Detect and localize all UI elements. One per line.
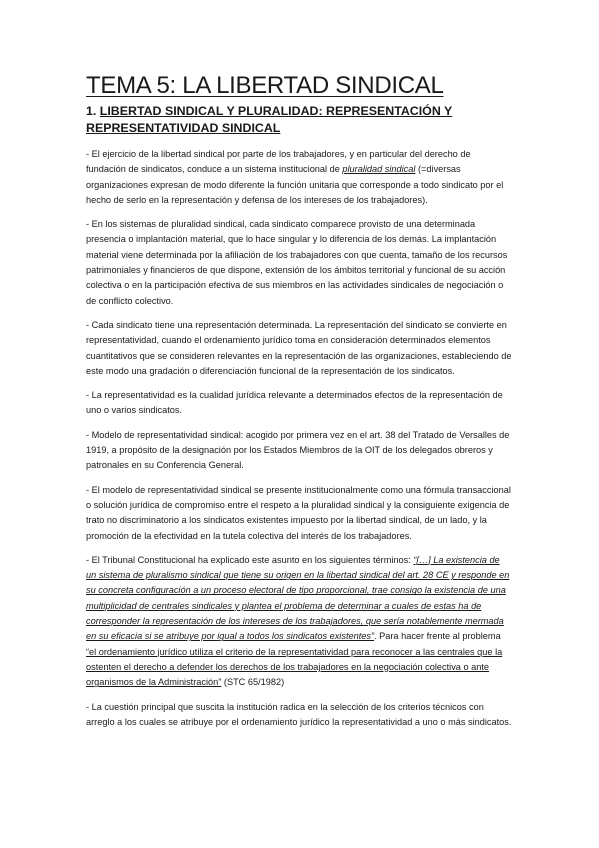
p2-text: - En los sistemas de pluralidad sindical, cada sindicato comparece provisto de una determinada presencia o implantación material, que lo hace singular y lo diferencia de los demás. La implantación material viene determinada por la afiliación de los trabajadores con que cuenta, tamaño de los recursos patrimoniales y financieros de que dispone, extensión de los ámbitos territorial y funcional de su acción colectiva o en la participación efectiva de sus miembros en las actividades sindicales de negociación o de conflicto colectivo. <box>86 219 508 306</box>
p1-text-a: - El ejercicio de la libertad sindical por parte de los trabajadores, y en particular del derecho de fundación de sindicatos, conduce a un sistema institucional de <box>86 149 471 175</box>
p7-quote: “[…] La existencia de un sistema de pluralismo sindical que tiene su origen en la libertad sindical del art. 28 CE y responde en su concreta configuración a un proceso electoral de tipo proporcional, trae consigo la existencia de una multiplicidad de centrales sindicales y plantea el problema de determinar a cuales de estas ha de corresponder la representación de los intereses de los trabajadores, que sería notablemente mermada en su eficacia si se atribuye por igual a todos los sindicatos existentes” <box>86 554 510 642</box>
p7-text-b: . Para hacer frente al problema <box>374 631 501 642</box>
paragraph-7 <box>86 553 512 691</box>
page-title <box>86 72 512 100</box>
section-heading <box>86 103 512 137</box>
paragraph-6 <box>86 483 512 544</box>
p1-text-b: (=diversas organizaciones expresan de modo diferente la función unitaria que corresponde a todo sindicato por el hecho de serlo en la representación y defensa de los intereses de los trabajadores). <box>86 164 504 205</box>
p7-text-a: - El Tribunal Constitucional ha explicado este asunto en los siguientes términos: <box>86 554 414 565</box>
section-number: 1. <box>86 104 100 118</box>
p3-text: - Cada sindicato tiene una representación determinada. La representación del sindicato se convierte en representatividad, cuando el ordenamiento jurídico toma en consideración determinados elementos cuantitativos que se consideren relevantes en la representación de las organizaciones, estableciendo de este modo una gradación o diferenciación funcional de la representación de los sindicatos. <box>86 319 512 376</box>
paragraph-8 <box>86 700 512 731</box>
section-title: LIBERTAD SINDICAL Y PLURALIDAD: REPRESENTACIÓN Y REPRESENTATIVIDAD SINDICAL <box>86 104 453 135</box>
p7-quote-2: “el ordenamiento jurídico utiliza el criterio de la representatividad para reconocer a las centrales que la ostenten el derecho a defender los derechos de los trabajadores en la negociación colectiva o ante organismos de la Administración” <box>86 646 503 688</box>
p8-text: - La cuestión principal que suscita la institución radica en la selección de los criterios técnicos con arreglo a los cuales se atribuye por el ordenamiento jurídico la representatividad a uno o más sindicatos. <box>86 701 512 727</box>
paragraph-5 <box>86 428 512 474</box>
p4-text: - La representatividad es la cualidad jurídica relevante a determinados efectos de la representación de uno o varios sindicatos. <box>86 390 503 416</box>
p7-text-c: (STC 65/1982) <box>221 677 285 688</box>
paragraph-2 <box>86 217 512 309</box>
title-rest: LA LIBERTAD SINDICAL <box>175 72 444 99</box>
paragraph-4 <box>86 388 512 419</box>
paragraph-1 <box>86 147 512 208</box>
title-prefix: TEMA 5: <box>86 72 176 99</box>
paragraph-3 <box>86 318 512 379</box>
p5-text: - Modelo de representatividad sindical: acogido por primera vez en el art. 38 del Tratado de Versalles de 1919, a propósito de la designación por los Estados Miembros de la OIT de los delegados obreros y patronales en su Conferencia General. <box>86 429 510 471</box>
p1-emphasis: pluralidad sindical <box>342 164 416 175</box>
p6-text: - El modelo de representatividad sindical se presente institucionalmente como una fórmula transaccional o solución jurídica de compromiso entre el respeto a la pluralidad sindical y la consiguiente exigencia de trato no discriminatorio a los sindicatos existentes impuesto por la libertad sindical, de un lado, y la promoción de la efectividad en la tutela colectiva del interés de los trabajadores. <box>86 484 511 541</box>
